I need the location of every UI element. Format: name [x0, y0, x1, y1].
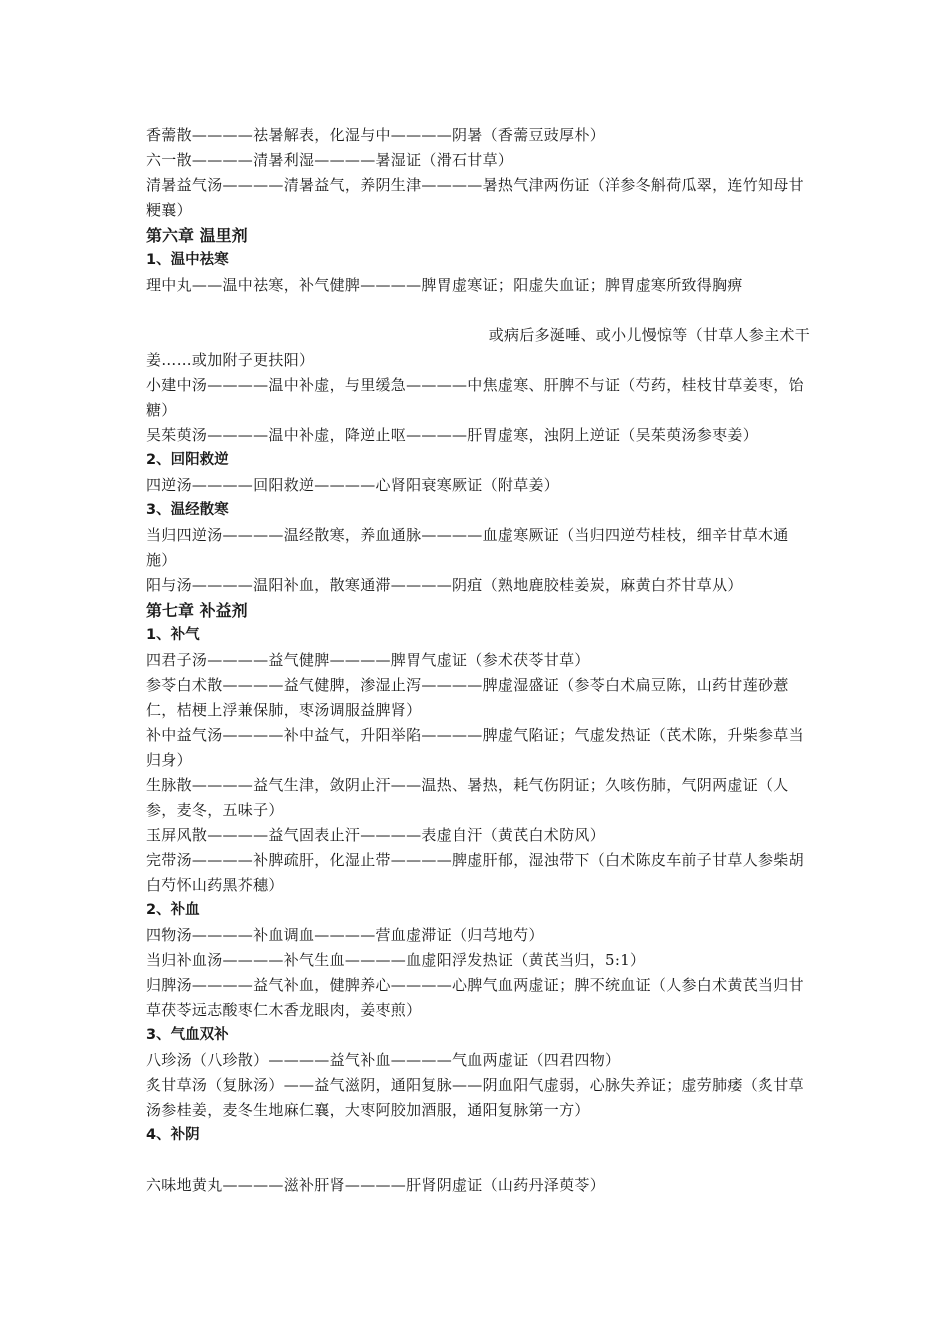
- text-line: 阳与汤————温阳补血，散寒通滞————阴疽（熟地鹿胶桂姜炭，麻黄白芥甘草从）: [146, 576, 743, 594]
- section-heading: 3、气血双补: [146, 1027, 229, 1043]
- section-heading: 2、回阳救逆: [146, 452, 229, 468]
- chapter-heading: 第七章 补益剂: [146, 601, 248, 620]
- section-heading: 4、补阴: [146, 1127, 200, 1143]
- text-line: 姜……或加附子更扶阳）: [146, 351, 315, 369]
- text-line: 生脉散————益气生津，敛阴止汗——温热、暑热，耗气伤阴证；久咳伤肺，气阴两虚证（人参，麦冬，五味子）: [146, 776, 789, 819]
- text-line: 六一散————清暑利湿————暑湿证（滑石甘草）: [146, 151, 514, 169]
- text-line: 当归四逆汤————温经散寒，养血通脉————血虚寒厥证（当归四逆芍桂枝，细辛甘草木通施）: [146, 526, 789, 569]
- text-line: 参苓白术散————益气健脾，渗湿止泻————脾虚湿盛证（参苓白术扁豆陈，山药甘莲砂薏仁，桔梗上浮兼保肺，枣汤调服益脾肾）: [146, 676, 789, 719]
- text-line: 八珍汤（八珍散）————益气补血————气血两虚证（四君四物）: [146, 1051, 621, 1069]
- text-line: 归脾汤————益气补血，健脾养心————心脾气血两虚证；脾不统血证（人参白术黄芪当归甘草茯苓远志酸枣仁木香龙眼肉，姜枣煎）: [146, 976, 804, 1019]
- text-line: 香薷散————祛暑解表，化湿与中————阴暑（香薷豆豉厚朴）: [146, 126, 606, 144]
- text-line: 理中丸——温中祛寒，补气健脾————脾胃虚寒证；阳虚失血证；脾胃虚寒所致得胸痹: [146, 276, 743, 294]
- text-line: 小建中汤————温中补虚，与里缓急————中焦虚寒、肝脾不与证（芍药，桂枝甘草姜枣，饴糖）: [146, 376, 804, 419]
- document-page: [146, 123, 810, 1198]
- section-heading: 1、补气: [146, 627, 200, 643]
- section-heading: 3、温经散寒: [146, 502, 229, 518]
- text-line: 炙甘草汤（复脉汤）——益气滋阴，通阳复脉——阴血阳气虚弱，心脉失养证；虚劳肺痿（炙甘草汤参桂姜，麦冬生地麻仁襄，大枣阿胶加酒服，通阳复脉第一方）: [146, 1076, 804, 1119]
- text-line: 清暑益气汤————清暑益气，养阴生津————暑热气津两伤证（洋参冬斛荷瓜翠，连竹知母甘粳襄）: [146, 176, 804, 219]
- chapter-heading: 第六章 温里剂: [146, 226, 248, 245]
- text-line: 完带汤————补脾疏肝，化湿止带————脾虚肝郁，湿浊带下（白术陈皮车前子甘草人参柴胡白芍怀山药黑芥穗）: [146, 851, 804, 894]
- text-line: 四君子汤————益气健脾————脾胃气虚证（参术茯苓甘草）: [146, 651, 590, 669]
- text-line: 补中益气汤————补中益气，升阳举陷————脾虚气陷证；气虚发热证（芪术陈，升柴参草当归身）: [146, 726, 804, 769]
- text-line: 六味地黄丸————滋补肝肾————肝肾阴虚证（山药丹泽萸苓）: [146, 1176, 606, 1194]
- text-line: 或病后多涎唾、或小儿慢惊等（甘草人参主术干: [488, 326, 810, 344]
- text-line: 四逆汤————回阳救逆————心肾阳衰寒厥证（附草姜）: [146, 476, 560, 494]
- text-line: 四物汤————补血调血————营血虚滞证（归芎地芍）: [146, 926, 544, 944]
- section-heading: 2、补血: [146, 902, 200, 918]
- blank-line: [146, 1148, 810, 1173]
- text-line: 吴茱萸汤————温中补虚，降逆止呕————肝胃虚寒，浊阴上逆证（吴茱萸汤参枣姜）: [146, 426, 759, 444]
- text-line: 玉屏风散————益气固表止汗————表虚自汗（黄芪白术防风）: [146, 826, 606, 844]
- text-line: 当归补血汤————补气生血————血虚阳浮发热证（黄芪当归，5:1）: [146, 951, 646, 969]
- section-heading: 1、温中祛寒: [146, 252, 229, 268]
